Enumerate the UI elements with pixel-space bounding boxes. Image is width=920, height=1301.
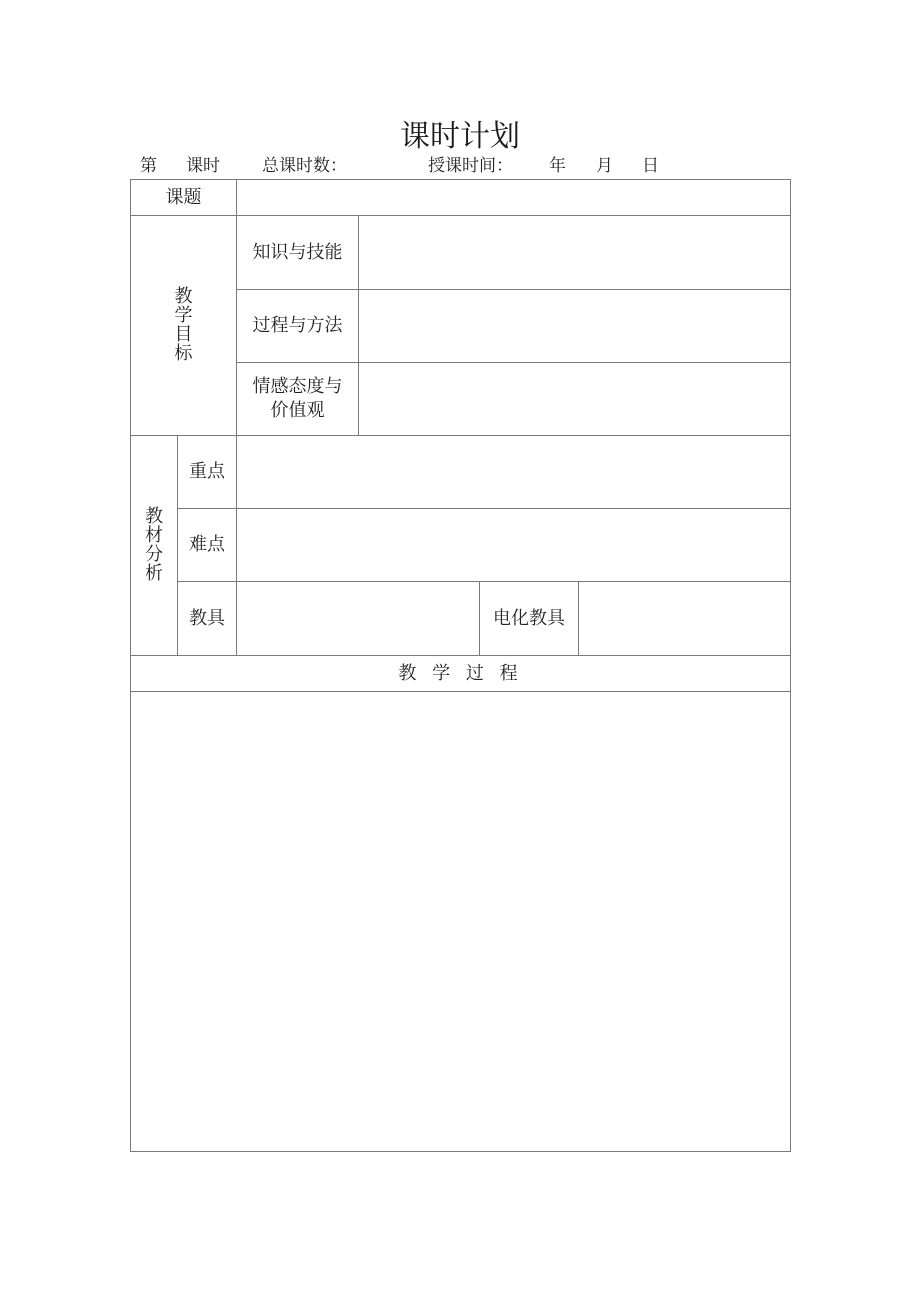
attitude-values-field xyxy=(359,363,791,436)
difficulty-field xyxy=(237,509,791,582)
process-methods-text: 过程与方法 xyxy=(252,315,343,336)
process-methods-label xyxy=(237,290,359,363)
process-methods-field xyxy=(359,290,791,363)
lesson-plan-table xyxy=(130,179,791,1152)
electronic-aids-label xyxy=(480,582,579,656)
knowledge-skills-text: 知识与技能 xyxy=(252,241,343,263)
teaching-process-label xyxy=(131,656,791,692)
objectives-group-label xyxy=(131,216,237,436)
teaching-process-body-row xyxy=(131,692,791,1152)
electronic-aids-field xyxy=(579,582,791,656)
teaching-aids-text: 教具 xyxy=(189,607,225,629)
teaching-process-header-row xyxy=(131,656,791,692)
topic-label-text: 课题 xyxy=(165,186,202,208)
difficulty-label xyxy=(178,509,237,582)
date-month-label: 月 xyxy=(596,156,613,176)
date-day-label: 日 xyxy=(642,156,659,176)
knowledge-skills-field xyxy=(359,216,791,290)
teaching-aids-label xyxy=(178,582,237,656)
total-lessons-label: 总课时数： xyxy=(262,156,347,176)
document-title: 课时计划 xyxy=(400,119,520,154)
topic-label xyxy=(131,180,237,216)
key-point-row xyxy=(131,436,791,509)
teaching-aids-field xyxy=(237,582,480,656)
difficulty-row xyxy=(131,509,791,582)
attitude-values-text: 情感态度与价值观 xyxy=(252,376,343,421)
teaching-aids-row xyxy=(131,582,791,656)
key-point-label xyxy=(178,436,237,509)
lesson-number-prefix: 第 xyxy=(140,156,157,176)
difficulty-text: 难点 xyxy=(189,534,225,555)
topic-field xyxy=(237,180,791,216)
objective-knowledge-row xyxy=(131,216,791,290)
attitude-values-label xyxy=(237,363,359,436)
teaching-process-text: 教 学 过 程 xyxy=(398,662,523,684)
knowledge-skills-label xyxy=(237,216,359,290)
teaching-process-field xyxy=(131,692,791,1152)
objectives-group-text: 教学目标 xyxy=(174,285,193,364)
key-point-field xyxy=(237,436,791,509)
date-year-label: 年 xyxy=(549,156,566,176)
electronic-aids-text: 电化教具 xyxy=(493,607,565,629)
lesson-number-suffix: 课时 xyxy=(186,156,220,176)
analysis-group-label xyxy=(131,436,178,656)
analysis-group-text: 教材分析 xyxy=(145,505,163,584)
teaching-date-label: 授课时间： xyxy=(428,156,513,176)
topic-row xyxy=(131,180,791,216)
key-point-text: 重点 xyxy=(189,461,225,482)
